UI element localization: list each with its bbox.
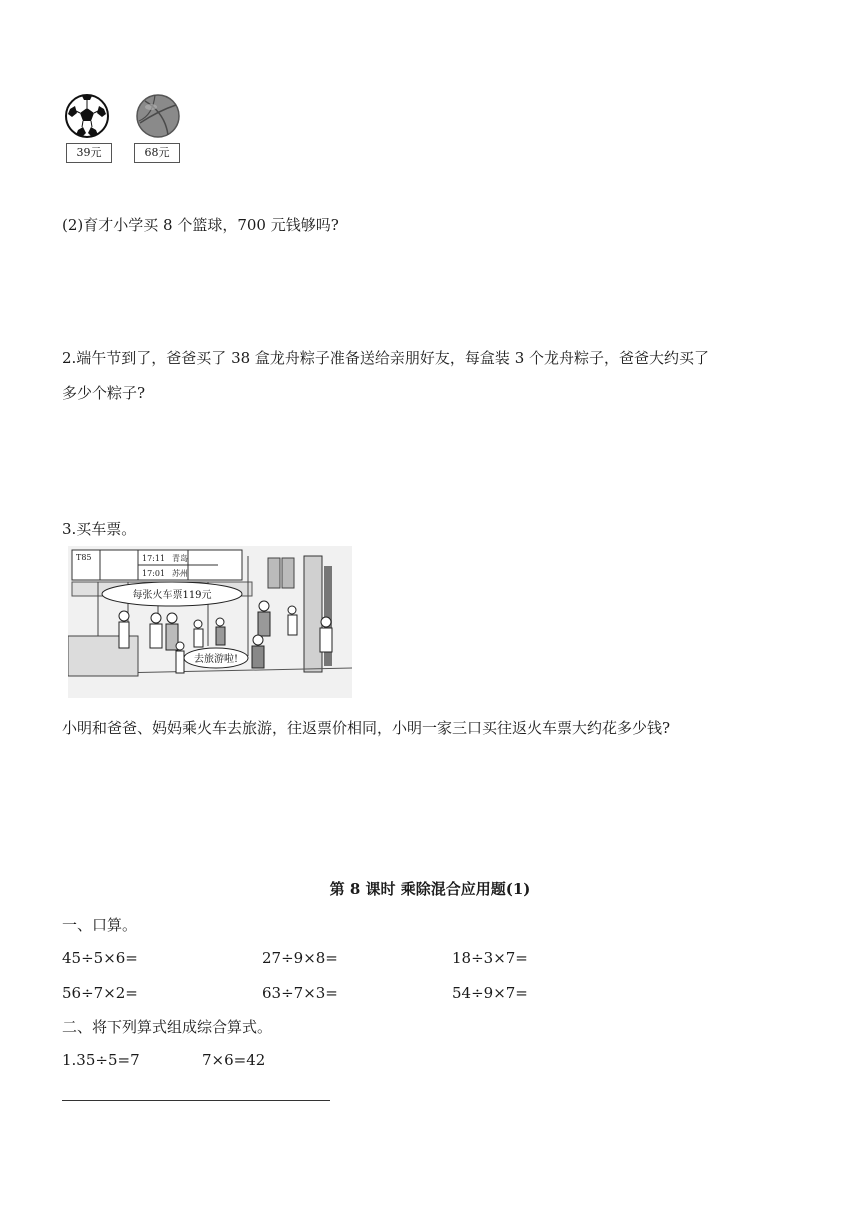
question-3-title: 3.买车票。 [62, 520, 137, 538]
board-time-2: 17:01 [142, 569, 166, 578]
exercise-1-first: 1.35÷5=7 [62, 1051, 140, 1069]
section-2-heading: 二、将下列算式组成综合算式。 [62, 1018, 273, 1036]
calc-item: 54÷9×7= [452, 984, 528, 1002]
question-2-line1: 2.端午节到了，爸爸买了 38 盒龙舟粽子准备送给亲朋好友，每盒装 3 个龙舟粽子，爸爸大约买了 [62, 349, 710, 367]
calc-item: 27÷9×8= [262, 949, 338, 967]
basketball-icon [135, 93, 181, 139]
question-3: 小明和爸爸、妈妈乘火车去旅游，往返票价相同，小明一家三口买往返火车票大约花多少钱? [62, 719, 671, 737]
ticket-price-sign: 每张火车票119元 [132, 590, 212, 601]
calc-item: 18÷3×7= [452, 949, 528, 967]
speech-bubble: 去旅游啦! [193, 654, 239, 665]
question-1-2: (2)育才小学买 8 个篮球，700 元钱够吗? [62, 216, 339, 234]
train-station-illustration [68, 546, 352, 698]
board-city-1: 青岛 [172, 554, 188, 563]
calc-item: 45÷5×6= [62, 949, 138, 967]
exercise-1-second: 7×6=42 [202, 1051, 266, 1069]
soccer-ball-price: 39元 [66, 143, 112, 163]
board-train-number: T85 [76, 553, 92, 562]
lesson-title: 第 8 课时 乘除混合应用题(1) [329, 880, 531, 898]
question-2-line2: 多少个粽子? [62, 384, 146, 402]
soccer-ball-icon [64, 93, 110, 139]
board-city-2: 苏州 [172, 569, 188, 578]
basketball-price: 68元 [134, 143, 180, 163]
answer-line [62, 1100, 330, 1101]
board-time-1: 17:11 [142, 554, 166, 563]
calc-item: 63÷7×3= [262, 984, 338, 1002]
section-1-heading: 一、口算。 [62, 916, 138, 934]
calc-item: 56÷7×2= [62, 984, 138, 1002]
